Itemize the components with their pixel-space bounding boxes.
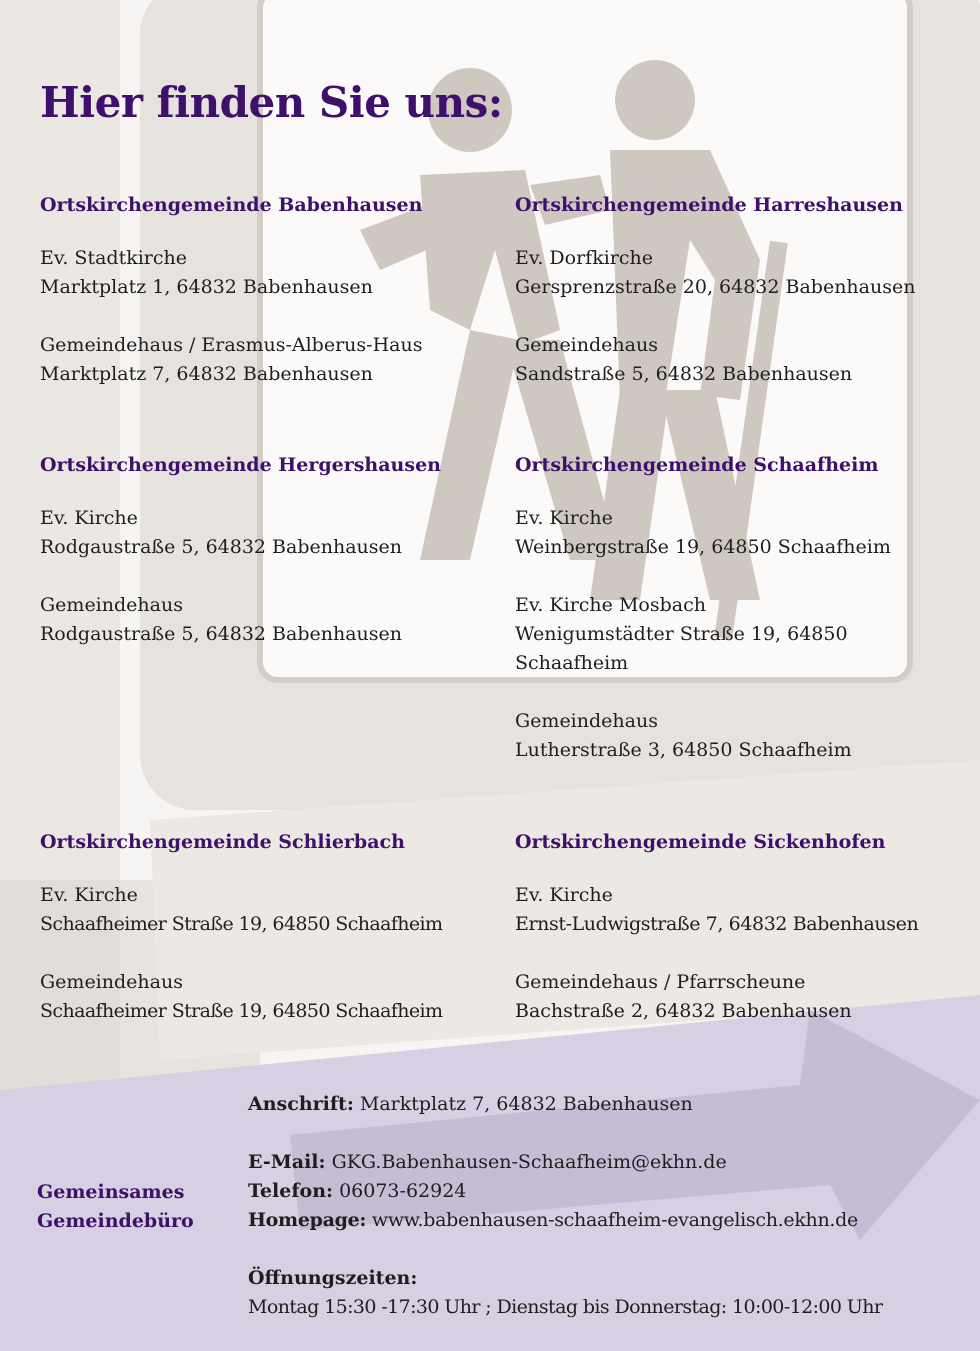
- section-title: Ortskirchengemeinde Harreshausen: [515, 194, 903, 216]
- office-label-line: Gemeindebüro: [37, 1210, 194, 1232]
- location-entry: [515, 591, 980, 678]
- office-label-line: Gemeinsames: [37, 1181, 185, 1203]
- location-name: Gemeindehaus / Erasmus-Alberus-Haus: [40, 334, 423, 356]
- location-name: Ev. Kirche: [40, 884, 138, 906]
- email-row: [248, 1148, 968, 1177]
- location-address: Gersprenzstraße 20, 64832 Babenhausen: [515, 276, 916, 298]
- section-title: Ortskirchengemeinde Schaafheim: [515, 454, 879, 476]
- location-entry: [515, 707, 980, 765]
- location-address: Schaafheimer Straße 19, 64850 Schaafheim: [40, 913, 443, 935]
- location-entry: [40, 591, 510, 649]
- location-name: Gemeindehaus: [515, 710, 658, 732]
- location-name: Gemeindehaus: [40, 594, 183, 616]
- location-entry: [515, 504, 980, 562]
- homepage-label: Homepage:: [248, 1209, 367, 1231]
- section-harreshausen: [515, 192, 980, 418]
- office-label: [37, 1178, 194, 1236]
- hours-row: [248, 1264, 968, 1293]
- hours-label: Öffnungszeiten:: [248, 1267, 418, 1289]
- location-name: Gemeindehaus: [515, 334, 658, 356]
- location-name: Ev. Kirche: [515, 884, 613, 906]
- phone-row: [248, 1177, 968, 1206]
- homepage-row: [248, 1206, 968, 1235]
- location-address: Schaafheimer Straße 19, 64850 Schaafheim: [40, 1000, 443, 1022]
- location-address: Lutherstraße 3, 64850 Schaafheim: [515, 739, 852, 761]
- phone-value: 06073-62924: [339, 1180, 467, 1202]
- location-name: Gemeindehaus / Pfarrscheune: [515, 971, 806, 993]
- location-address: Rodgaustraße 5, 64832 Babenhausen: [40, 536, 403, 558]
- section-title: Ortskirchengemeinde Hergershausen: [40, 454, 441, 476]
- location-name: Ev. Stadtkirche: [40, 247, 187, 269]
- location-address: Ernst-Ludwigstraße 7, 64832 Babenhausen: [515, 913, 919, 935]
- address-row: [248, 1090, 968, 1119]
- section-babenhausen: [40, 192, 510, 418]
- address-value: Marktplatz 7, 64832 Babenhausen: [359, 1093, 693, 1115]
- location-address: Rodgaustraße 5, 64832 Babenhausen: [40, 623, 403, 645]
- location-entry: [40, 881, 510, 939]
- homepage-link[interactable]: www.babenhausen-schaafheim-evangelisch.ekhn.de: [371, 1209, 858, 1231]
- section-schaafheim: [515, 452, 980, 794]
- location-entry: [515, 331, 980, 389]
- section-title: Ortskirchengemeinde Babenhausen: [40, 194, 423, 216]
- location-entry: [40, 968, 510, 1026]
- section-schlierbach: [40, 829, 510, 1055]
- location-entry: [40, 504, 510, 562]
- email-link[interactable]: GKG.Babenhausen-Schaafheim@ekhn.de: [331, 1151, 727, 1173]
- location-entry: [515, 881, 980, 939]
- email-label: E-Mail:: [248, 1151, 326, 1173]
- location-address: Wenigumstädter Straße 19, 64850 Schaafheim: [515, 623, 848, 674]
- location-name: Ev. Kirche Mosbach: [515, 594, 706, 616]
- location-name: Ev. Dorfkirche: [515, 247, 654, 269]
- location-entry: [40, 244, 510, 302]
- location-address: Marktplatz 1, 64832 Babenhausen: [40, 276, 373, 298]
- location-name: Gemeindehaus: [40, 971, 183, 993]
- section-title: Ortskirchengemeinde Sickenhofen: [515, 831, 886, 853]
- location-name: Ev. Kirche: [515, 507, 613, 529]
- location-entry: [515, 968, 980, 1026]
- location-address: Sandstraße 5, 64832 Babenhausen: [515, 363, 853, 385]
- section-sickenhofen: [515, 829, 980, 1055]
- office-contact: [248, 1090, 968, 1322]
- location-entry: [515, 244, 980, 302]
- location-address: Marktplatz 7, 64832 Babenhausen: [40, 363, 373, 385]
- section-title: Ortskirchengemeinde Schlierbach: [40, 831, 405, 853]
- location-address: Bachstraße 2, 64832 Babenhausen: [515, 1000, 852, 1022]
- location-name: Ev. Kirche: [40, 507, 138, 529]
- location-address: Weinbergstraße 19, 64850 Schaafheim: [515, 536, 891, 558]
- phone-label: Telefon:: [248, 1180, 334, 1202]
- address-label: Anschrift:: [248, 1093, 354, 1115]
- section-hergershausen: [40, 452, 510, 678]
- hours-value: Montag 15:30 -17:30 Uhr ; Dienstag bis Donnerstag: 10:00-12:00 Uhr: [248, 1296, 883, 1318]
- location-entry: [40, 331, 510, 389]
- page-title: Hier finden Sie uns:: [40, 78, 503, 127]
